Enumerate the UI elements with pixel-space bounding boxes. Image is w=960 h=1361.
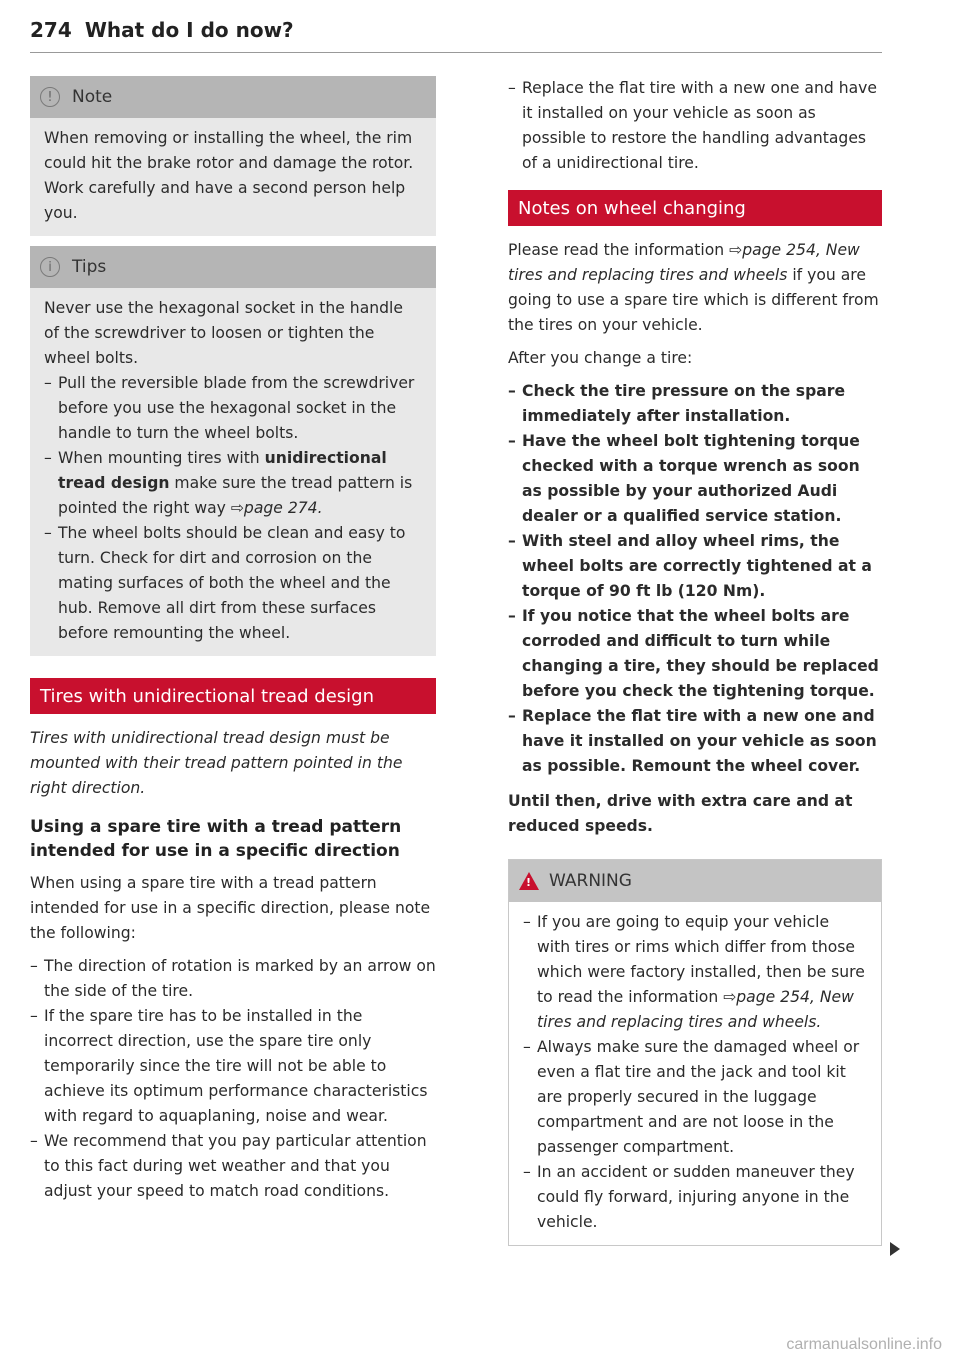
tips-intro: Never use the hexagonal socket in the handle of the screwdriver to loosen or tighten the wheel bolts. xyxy=(44,299,403,367)
tips-item: – When mounting tires with unidirectional tread design make sure the tread pattern is pointed the right way ⇨page 274. xyxy=(44,446,422,521)
warning-triangle-icon: ! xyxy=(519,872,539,890)
section-heading-tires: Tires with unidirectional tread design xyxy=(30,678,436,714)
tips-header xyxy=(30,246,436,288)
notes-paragraph: Please read the information ⇨page 254, New tires and replacing tires and wheels if you are going to use a spare tire which is different from the tires on your vehicle. xyxy=(508,241,879,334)
left-column xyxy=(30,76,436,1204)
continue-arrow-icon xyxy=(890,1242,900,1256)
warning-item: – In an accident or sudden maneuver they could fly forward, injuring anyone in the vehicle. xyxy=(523,1160,867,1235)
section-heading-notes: Notes on wheel changing xyxy=(508,190,882,226)
list-item: – Check the tire pressure on the spare immediately after installation. xyxy=(508,379,882,429)
section-intro: Tires with unidirectional tread design must be mounted with their tread pattern pointed in the right direction. xyxy=(30,729,403,797)
notes-list xyxy=(508,379,882,779)
note-heading: Note xyxy=(72,87,113,107)
warning-list xyxy=(523,910,867,1235)
tips-list xyxy=(44,371,422,646)
page-header xyxy=(30,18,882,53)
subheading: Using a spare tire with a tread pattern intended for use in a specific direction xyxy=(30,817,402,861)
note-box xyxy=(30,76,436,236)
list-item: – With steel and alloy wheel rims, the wheel bolts are correctly tightened at a torque of 90 ft lb (120 Nm). xyxy=(508,529,882,604)
warning-heading: WARNING xyxy=(549,871,632,891)
watermark: carmanualsonline.info xyxy=(786,1336,942,1353)
list-item: – Replace the flat tire with a new one and have it installed on your vehicle as soon as possible to restore the handling advantages of a unidirectional tire. xyxy=(508,76,882,176)
list-item: – Have the wheel bolt tightening torque checked with a torque wrench as soon as possible by your authorized Audi dealer or a qualified service station. xyxy=(508,429,882,529)
tires-list xyxy=(30,954,436,1204)
tires-list-continued xyxy=(508,76,882,176)
warning-header xyxy=(509,860,881,902)
info-circle-icon: i xyxy=(40,257,60,277)
tips-item: – Pull the reversible blade from the screwdriver before you use the hexagonal socket in the handle to turn the wheel bolts. xyxy=(44,371,422,446)
page-title: What do I do now? xyxy=(84,18,294,42)
page-reference-link[interactable]: ⇨page 254, New tires and replacing tires and wheels xyxy=(508,241,860,284)
warning-item: – If you are going to equip your vehicle with tires or rims which differ from those which were factory installed, then be sure to read the information ⇨page 254, New tires and replacing tires and wheels. xyxy=(523,910,867,1035)
warning-item: – Always make sure the damaged wheel or even a flat tire and the jack and tool kit are properly secured in the luggage compartment and are not loose in the passenger compartment. xyxy=(523,1035,867,1160)
until-text: Until then, drive with extra care and at reduced speeds. xyxy=(508,792,853,835)
note-header xyxy=(30,76,436,118)
tips-heading: Tips xyxy=(72,257,107,277)
list-item: – If the spare tire has to be installed in the incorrect direction, use the spare tire only temporarily since the tire will not be able to achieve its optimum performance characteristics with regard to aquaplaning, noise and wear. xyxy=(30,1004,436,1129)
after-change-text: After you change a tire: xyxy=(508,349,693,367)
exclamation-circle-icon: ! xyxy=(40,87,60,107)
list-item: – We recommend that you pay particular attention to this fact during wet weather and that you adjust your speed to match road conditions. xyxy=(30,1129,436,1204)
right-column xyxy=(508,76,882,1246)
warning-box xyxy=(508,859,882,1246)
tips-item: – The wheel bolts should be clean and easy to turn. Check for dirt and corrosion on the mating surfaces of both the wheel and the hub. Remove all dirt from these surfaces before remounting the wheel. xyxy=(44,521,422,646)
list-item: – Replace the flat tire with a new one and have it installed on your vehicle as soon as possible. Remount the wheel cover. xyxy=(508,704,882,779)
note-text: When removing or installing the wheel, the rim could hit the brake rotor and damage the rotor. Work carefully and have a second person help you. xyxy=(44,129,414,222)
page-reference-link[interactable]: ⇨page 274. xyxy=(230,499,323,517)
list-item: – The direction of rotation is marked by an arrow on the side of the tire. xyxy=(30,954,436,1004)
page-number: 274 xyxy=(30,18,72,42)
list-item: – If you notice that the wheel bolts are corroded and difficult to turn while changing a tire, they should be replaced before you check the tightening torque. xyxy=(508,604,882,704)
page-reference-link[interactable]: ⇨page 254, New tires and replacing tires and wheels. xyxy=(537,988,854,1031)
section-paragraph: When using a spare tire with a tread pattern intended for use in a specific direction, please note the following: xyxy=(30,874,431,942)
tips-box xyxy=(30,246,436,656)
